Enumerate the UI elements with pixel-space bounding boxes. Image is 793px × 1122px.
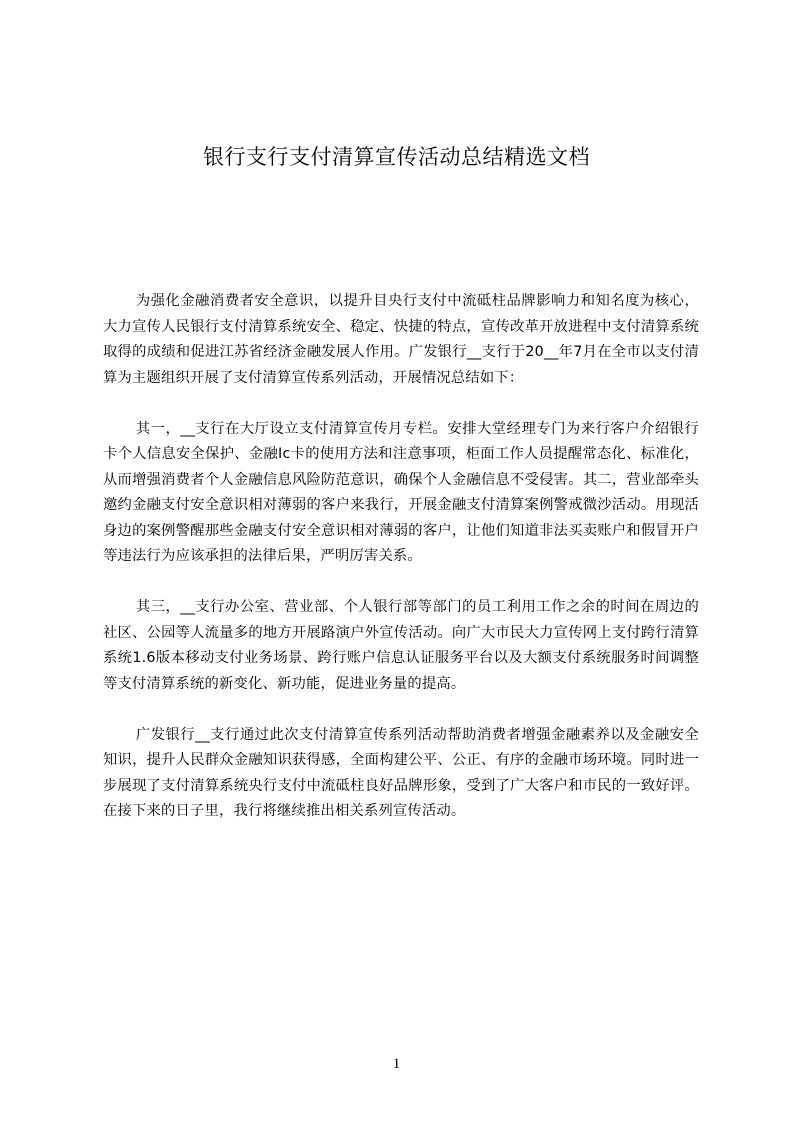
document-title: 银行支行支付清算宣传活动总结精选文档 [203, 145, 590, 169]
page-number: 1 [392, 1056, 401, 1072]
paragraph-conclusion: 广发银行__支行通过此次支付清算宣传系列活动帮助消费者增强金融素养以及金融安全知识，提升人民群众金融知识获得感，全面构建公平、公正、有序的金融市场环境。同时进一步展现了支付清算系统央行支付中流砥柱良好品牌形象，受到了广大客户和市民的一致好评。在接下来的日子里，我行将继续推出相关系列宣传活动。 [103, 726, 699, 819]
paragraph-first-second: 其一，__支行在大厅设立支付清算宣传月专栏。安排大堂经理专门为来行客户介绍银行卡个人信息安全保护、金融Ic卡的使用方法和注意事项，柜面工作人员提醒常态化、标准化，从而增强消费者个人金融信息风险防范意识，确保个人金融信息不受侵害。其二，营业部牵头邀约金融支付安全意识相对薄弱的客户来我行，开展金融支付清算案例警戒微沙活动。用现活身边的案例警醒那些金融支付安全意识相对薄弱的客户，让他们知道非法买卖账户和假冒开户等违法行为应该承担的法律后果，严明厉害关系。 [103, 420, 699, 564]
paragraph-third: 其三，__支行办公室、营业部、个人银行部等部门的员工利用工作之余的时间在周边的社区、公园等人流量多的地方开展路演户外宣传活动。向广大市民大力宣传网上支付跨行清算系统1.6版本移动支付业务场景、跨行账户信息认证服务平台以及大额支付系统服务时间调整等支付清算系统的新变化、新功能，促进业务量的提高。 [103, 599, 699, 692]
document-body [103, 289, 699, 825]
paragraph-intro: 为强化金融消费者安全意识，以提升目央行支付中流砥柱品牌影响力和知名度为核心，大力宣传人民银行支付清算系统安全、稳定、快捷的特点，宣传改革开放进程中支付清算系统取得的成绩和促进江苏省经济金融发展人作用。广发银行__支行于20__年7月在全市以支付清算为主题组织开展了支付清算宣传系列活动，开展情况总结如下： [103, 293, 699, 386]
